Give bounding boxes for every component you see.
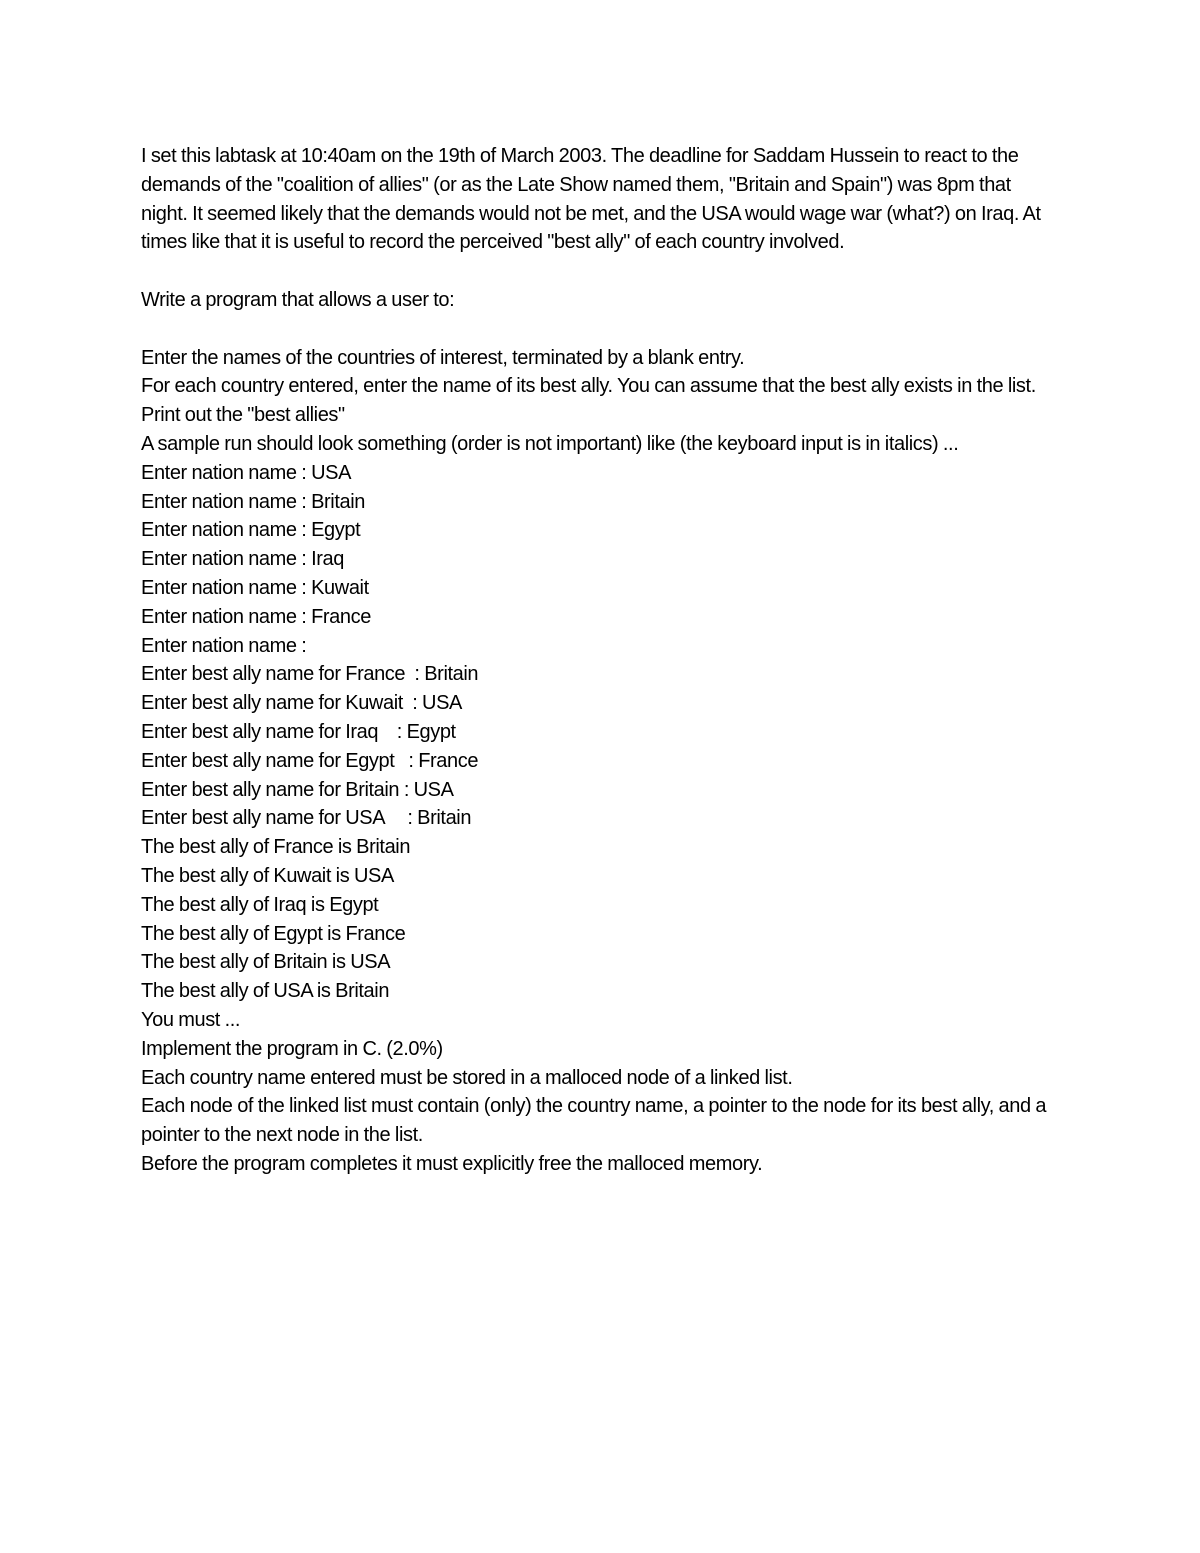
step-line: Print out the "best allies" xyxy=(141,404,345,427)
spacer xyxy=(141,257,1061,286)
sample-run-line: The best ally of Egypt is France xyxy=(141,922,406,945)
sample-run-line: The best ally of Britain is USA xyxy=(141,951,391,974)
sample-run-line: The best ally of Iraq is Egypt xyxy=(141,893,379,916)
sample-run-line: Enter nation name : Kuwait xyxy=(141,576,369,599)
spacer xyxy=(141,315,1061,344)
sample-run-line: Enter best ally name for Egypt : France xyxy=(141,749,479,772)
requirement-line: Each node of the linked list must contain (only) the country name, a pointer to the node for its best ally, and a pointer to the next node in the list. xyxy=(141,1095,1051,1147)
step-line: For each country entered, enter the name of its best ally. You can assume that the best ally exists in the list. xyxy=(141,375,1036,398)
sample-run-line: Enter best ally name for Britain : USA xyxy=(141,778,454,801)
sample-run-line: Enter nation name : USA xyxy=(141,461,352,484)
sample-run-line: Enter best ally name for USA : Britain xyxy=(141,807,472,830)
task-heading: Write a program that allows a user to: xyxy=(141,288,455,311)
sample-run-line: The best ally of France is Britain xyxy=(141,836,411,859)
step-line: Enter the names of the countries of interest, terminated by a blank entry. xyxy=(141,346,745,369)
sample-run-line: Enter best ally name for Kuwait : USA xyxy=(141,692,462,715)
requirement-line: Before the program completes it must explicitly free the malloced memory. xyxy=(141,1152,763,1175)
sample-run-line: Enter best ally name for France : Britain xyxy=(141,663,479,686)
sample-run-line: The best ally of USA is Britain xyxy=(141,980,390,1003)
sample-run-line: Enter nation name : Iraq xyxy=(141,548,344,571)
sample-run-line: Enter best ally name for Iraq : Egypt xyxy=(141,720,456,743)
step-line: A sample run should look something (order is not important) like (the keyboard input is in italics) ... xyxy=(141,432,959,455)
intro-paragraph: I set this labtask at 10:40am on the 19th of March 2003. The deadline for Saddam Hussein to react to the demands of the "coalition of allies" (or as the Late Show named them, "Britain and Spain") was 8pm that night. It seemed likely that the demands would not be met, and the USA would wage war (what?) on Iraq. At times like that it is useful to record the perceived "best ally" of each country involved. xyxy=(141,145,1046,254)
sample-run-line: Enter nation name : xyxy=(141,634,307,657)
sample-run-line: Enter nation name : France xyxy=(141,605,371,628)
sample-run-line: The best ally of Kuwait is USA xyxy=(141,864,394,887)
requirements-heading: You must ... xyxy=(141,1008,241,1031)
requirement-line: Each country name entered must be stored in a malloced node of a linked list. xyxy=(141,1066,793,1089)
requirement-line: Implement the program in C. (2.0%) xyxy=(141,1037,443,1060)
document-body xyxy=(141,142,1061,1179)
sample-run-line: Enter nation name : Britain xyxy=(141,490,365,513)
sample-run-line: Enter nation name : Egypt xyxy=(141,519,361,542)
